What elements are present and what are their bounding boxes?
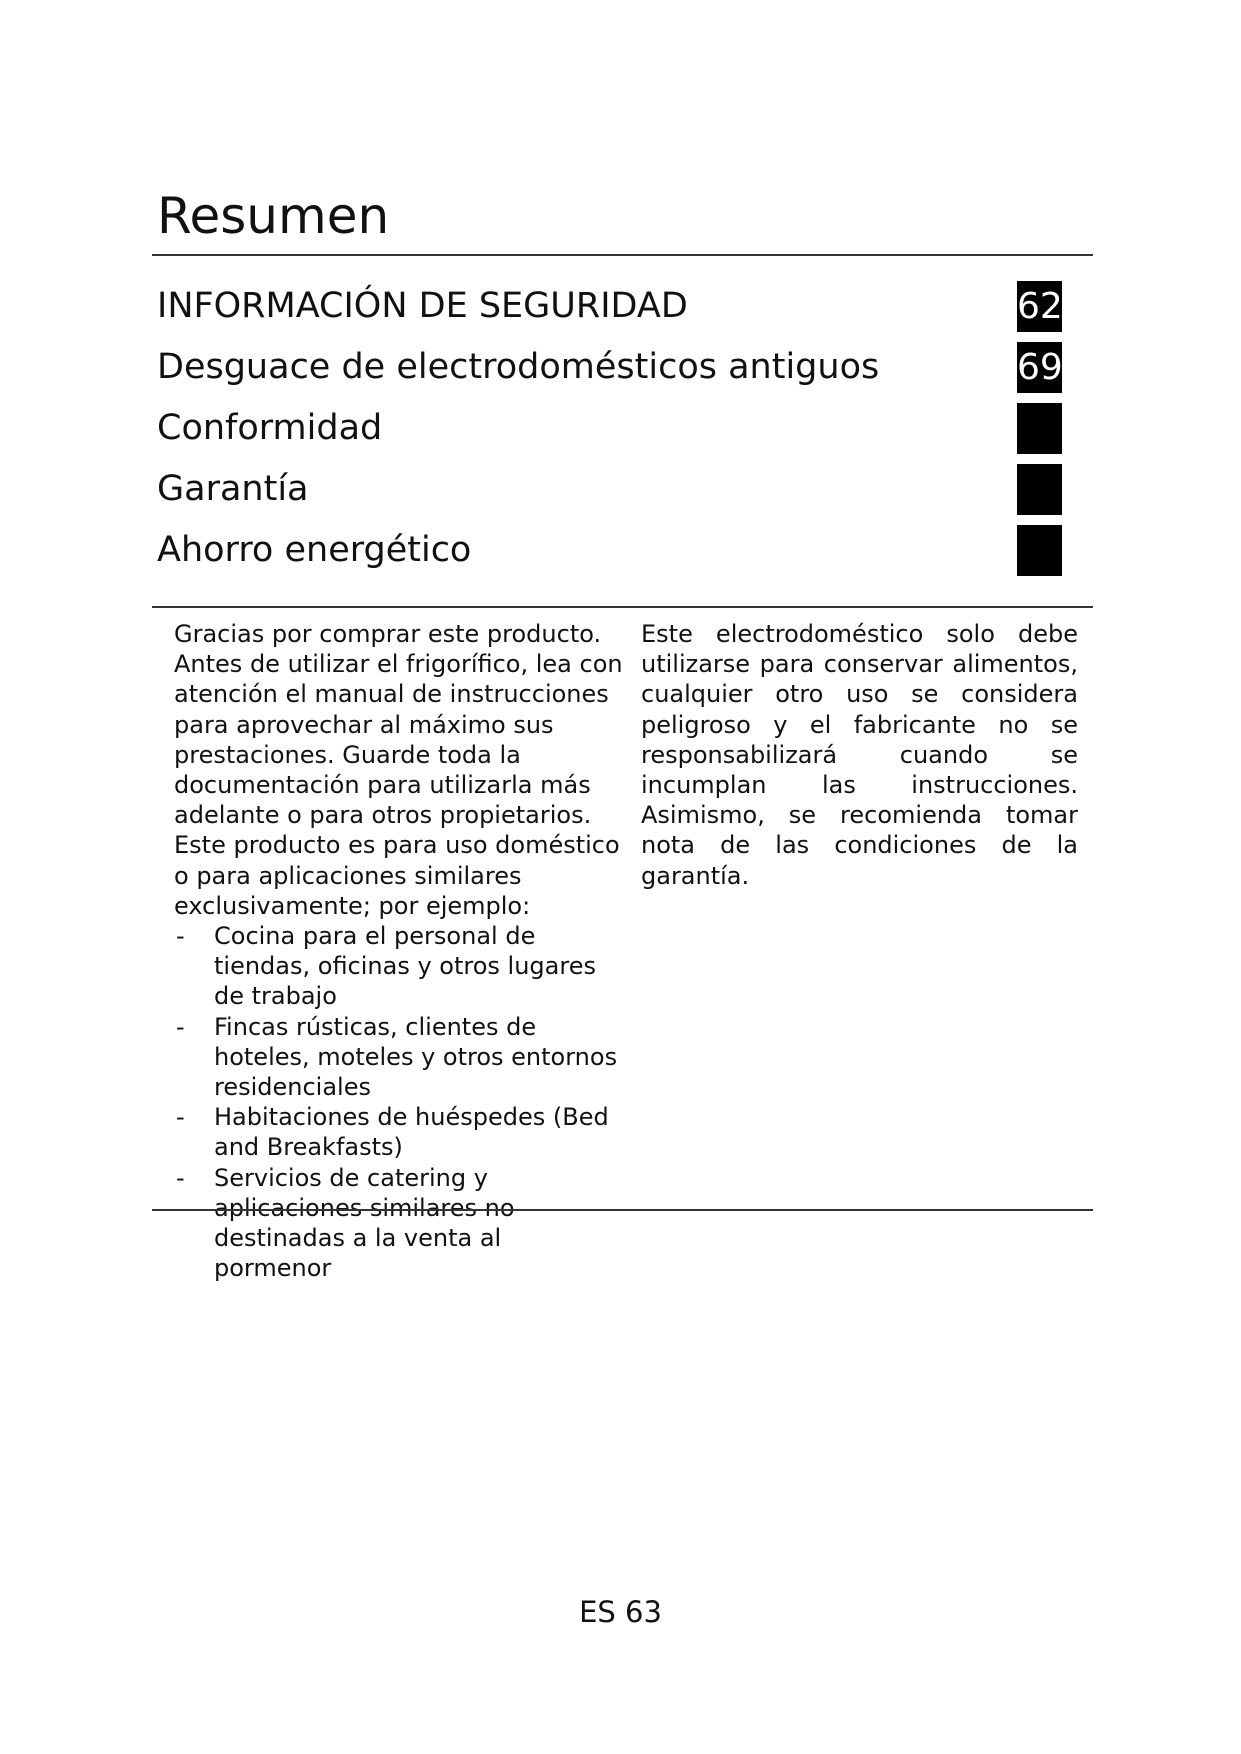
toc-page-number: [1017, 525, 1062, 576]
toc-page-number: [1017, 464, 1062, 515]
toc-page-number: 69: [1017, 342, 1062, 393]
list-item: [174, 921, 626, 1012]
toc-entry-energy[interactable]: [157, 522, 1062, 583]
toc-page-number: 62: [1017, 281, 1062, 332]
toc-entry-conformity[interactable]: [157, 400, 1062, 461]
usage-list: [174, 921, 626, 1283]
toc-label: Garantía: [157, 469, 309, 509]
title-divider: [152, 254, 1093, 256]
list-item-text: Habitaciones de huéspedes (Bed and Breakfasts): [214, 1103, 609, 1162]
toc-divider: [152, 606, 1093, 608]
bullet-dash: -: [176, 1012, 185, 1041]
intro-column: [174, 619, 626, 1283]
toc-entry-disposal[interactable]: [157, 339, 1062, 400]
toc-entry-safety[interactable]: [157, 278, 1062, 339]
content-divider: [152, 1209, 1093, 1211]
list-item-text: Fincas rústicas, clientes de hoteles, moteles y otros entornos residenciales: [214, 1012, 618, 1102]
toc-page-number: [1017, 403, 1062, 454]
list-item: [174, 1012, 626, 1103]
list-item-text: Cocina para el personal de tiendas, oficinas y otros lugares de trabajo: [214, 922, 596, 1011]
bullet-dash: -: [176, 1163, 185, 1192]
toc-entry-warranty[interactable]: [157, 461, 1062, 522]
bullet-dash: -: [176, 922, 185, 951]
intro-paragraph: Gracias por comprar este producto. Antes de utilizar el frigorífico, lea con atención el manual de instrucciones para aprovechar al máximo sus prestaciones. Guarde toda la documentación para utilizarla más adelante o para otros propietarios. Este producto es para uso doméstico o para aplicaciones similares exclusivamente; por ejemplo:: [174, 620, 623, 920]
page-number: ES 63: [579, 1595, 662, 1629]
toc-label: INFORMACIÓN DE SEGURIDAD: [157, 286, 688, 326]
list-item-text: Servicios de catering y aplicaciones similares no destinadas a la venta al pormenor: [214, 1163, 515, 1283]
list-item: [174, 1163, 626, 1284]
toc-label: Conformidad: [157, 408, 383, 448]
table-of-contents: [157, 278, 1062, 583]
toc-label: Desguace de electrodomésticos antiguos: [157, 347, 880, 387]
list-item: [174, 1102, 626, 1162]
usage-paragraph: Este electrodoméstico solo debe utilizarse para conservar alimentos, cualquier otro uso se considera peligroso y el fabricante no se responsabilizará cuando se incumplan las instrucciones. Asimismo, se recomienda tomar nota de las condiciones de la garantía.: [641, 620, 1078, 890]
toc-label: Ahorro energético: [157, 530, 472, 570]
usage-column: [641, 619, 1078, 891]
bullet-dash: -: [176, 1103, 185, 1132]
page-title: Resumen: [157, 187, 390, 245]
